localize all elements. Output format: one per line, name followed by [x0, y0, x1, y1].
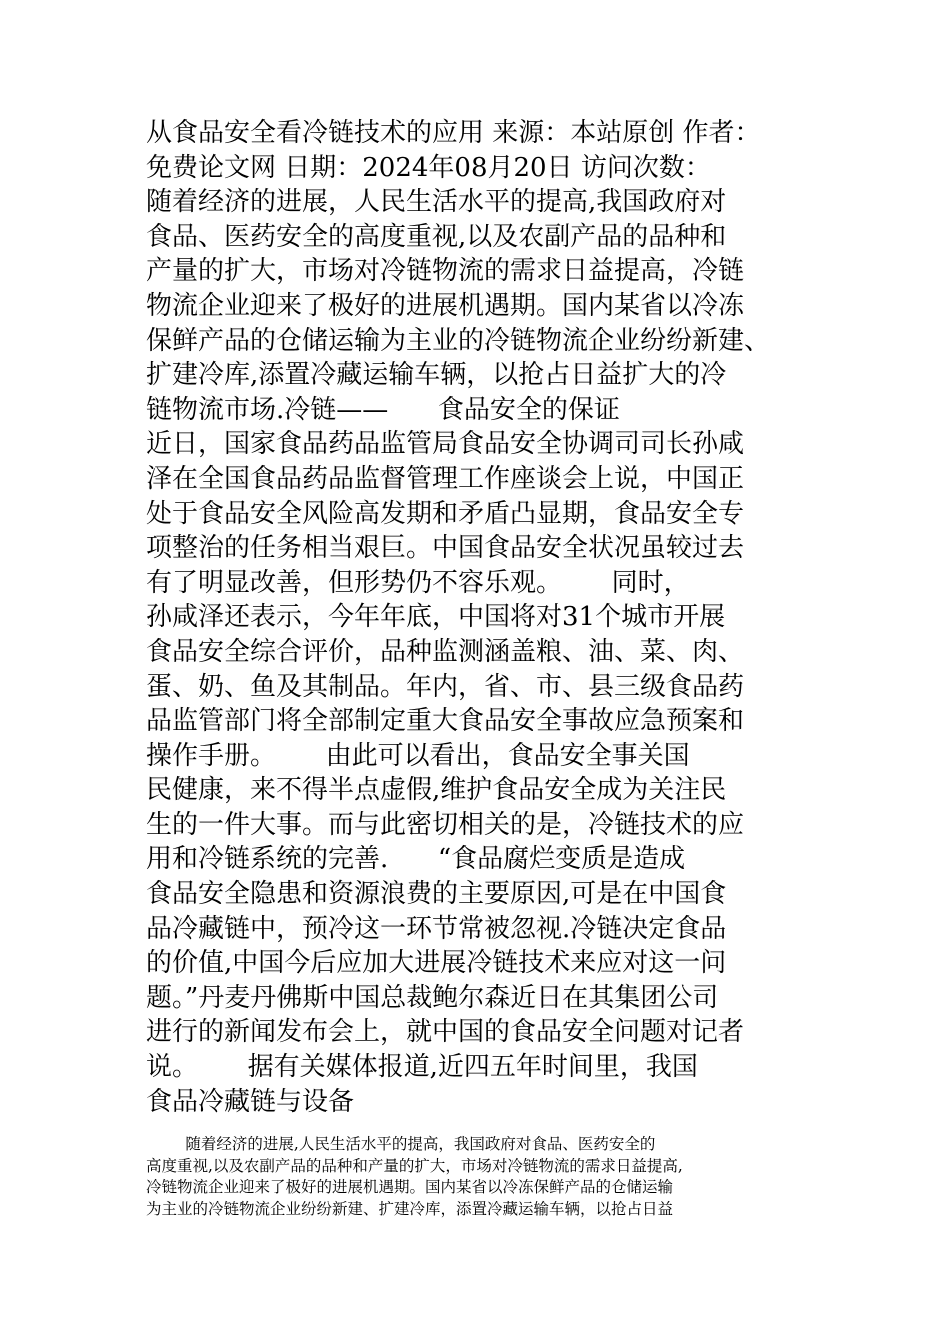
article-line: 免费论文网 日期：2024年08月20日 访问次数： [146, 152, 711, 183]
summary-paragraph [146, 1134, 806, 1220]
article-body [146, 116, 826, 1119]
article-line: 产量的扩大，市场对冷链物流的需求日益提高，冷链 [146, 256, 745, 287]
article-line: 品冷藏链中，预冷这一环节常被忽视.冷链决定食品 [146, 913, 727, 944]
article-line: 项整治的任务相当艰巨。中国食品安全状况虽较过去 [146, 533, 745, 564]
article-line: 进行的新闻发布会上，就中国的食品安全问题对记者 [146, 1017, 745, 1048]
article-line: 民健康，来不得半点虚假,维护食品安全成为关注民 [146, 775, 727, 806]
article-line: 生的一件大事。而与此密切相关的是，冷链技术的应 [146, 809, 745, 840]
article-line: 物流企业迎来了极好的进展机遇期。国内某省以冷冻 [146, 290, 745, 321]
article-line: 随着经济的进展，人民生活水平的提高,我国政府对 [146, 187, 727, 218]
summary-line: 随着经济的进展,人民生活水平的提高，我国政府对食品、医药安全的 [146, 1135, 656, 1153]
article-line: 处于食品安全风险高发期和矛盾凸显期，食品安全专 [146, 498, 745, 529]
article-line: 品监管部门将全部制定重大食品安全事故应急预案和 [146, 706, 745, 737]
article-line: 食品、医药安全的高度重视,以及农副产品的品种和 [146, 221, 727, 252]
article-line: 的价值,中国今后应加大进展冷链技术来应对这一问 [146, 948, 727, 979]
article-line: 食品安全隐患和资源浪费的主要原因,可是在中国食 [146, 879, 727, 910]
article-line: 从食品安全看冷链技术的应用 来源：本站原创 作者： [146, 118, 761, 148]
article-line: 用和冷链系统的完善. “食品腐烂变质是造成 [146, 844, 686, 875]
article-line: 操作手册。 由此可以看出，食品安全事关国 [146, 740, 690, 771]
article-line: 孙咸泽还表示，今年年底，中国将对31个城市开展 [146, 602, 726, 633]
article-line: 有了明显改善，但形势仍不容乐观。 同时， [146, 567, 690, 598]
article-line: 蛋、奶、鱼及其制品。年内，省、市、县三级食品药 [146, 671, 745, 702]
article-line: 食品安全综合评价，品种监测涵盖粮、油、菜、肉、 [146, 636, 745, 667]
article-line: 题。”丹麦丹佛斯中国总裁鲍尔森近日在其集团公司 [146, 982, 719, 1013]
article-line: 食品冷藏链与设备 [146, 1086, 355, 1117]
article-line: 说。 据有关媒体报道,近四五年时间里，我国 [146, 1052, 698, 1083]
summary-line: 为主业的冷链物流企业纷纷新建、扩建冷库，添置冷藏运输车辆，以抢占日益 [146, 1199, 674, 1218]
article-line: 泽在全国食品药品监督管理工作座谈会上说，中国正 [146, 463, 745, 494]
summary-line: 高度重视,以及农副产品的品种和产量的扩大，市场对冷链物流的需求日益提高, [146, 1156, 683, 1175]
article-line: 链物流市场.冷链—— 食品安全的保证 [146, 394, 620, 425]
article-line: 近日，国家食品药品监管局食品安全协调司司长孙咸 [146, 429, 745, 460]
article-line: 保鲜产品的仓储运输为主业的冷链物流企业纷纷新建、 [146, 325, 771, 356]
article-line: 扩建冷库,添置冷藏运输车辆，以抢占日益扩大的冷 [146, 360, 727, 391]
summary-line: 冷链物流企业迎来了极好的进展机遇期。国内某省以冷冻保鲜产品的仓储运输 [146, 1178, 674, 1196]
